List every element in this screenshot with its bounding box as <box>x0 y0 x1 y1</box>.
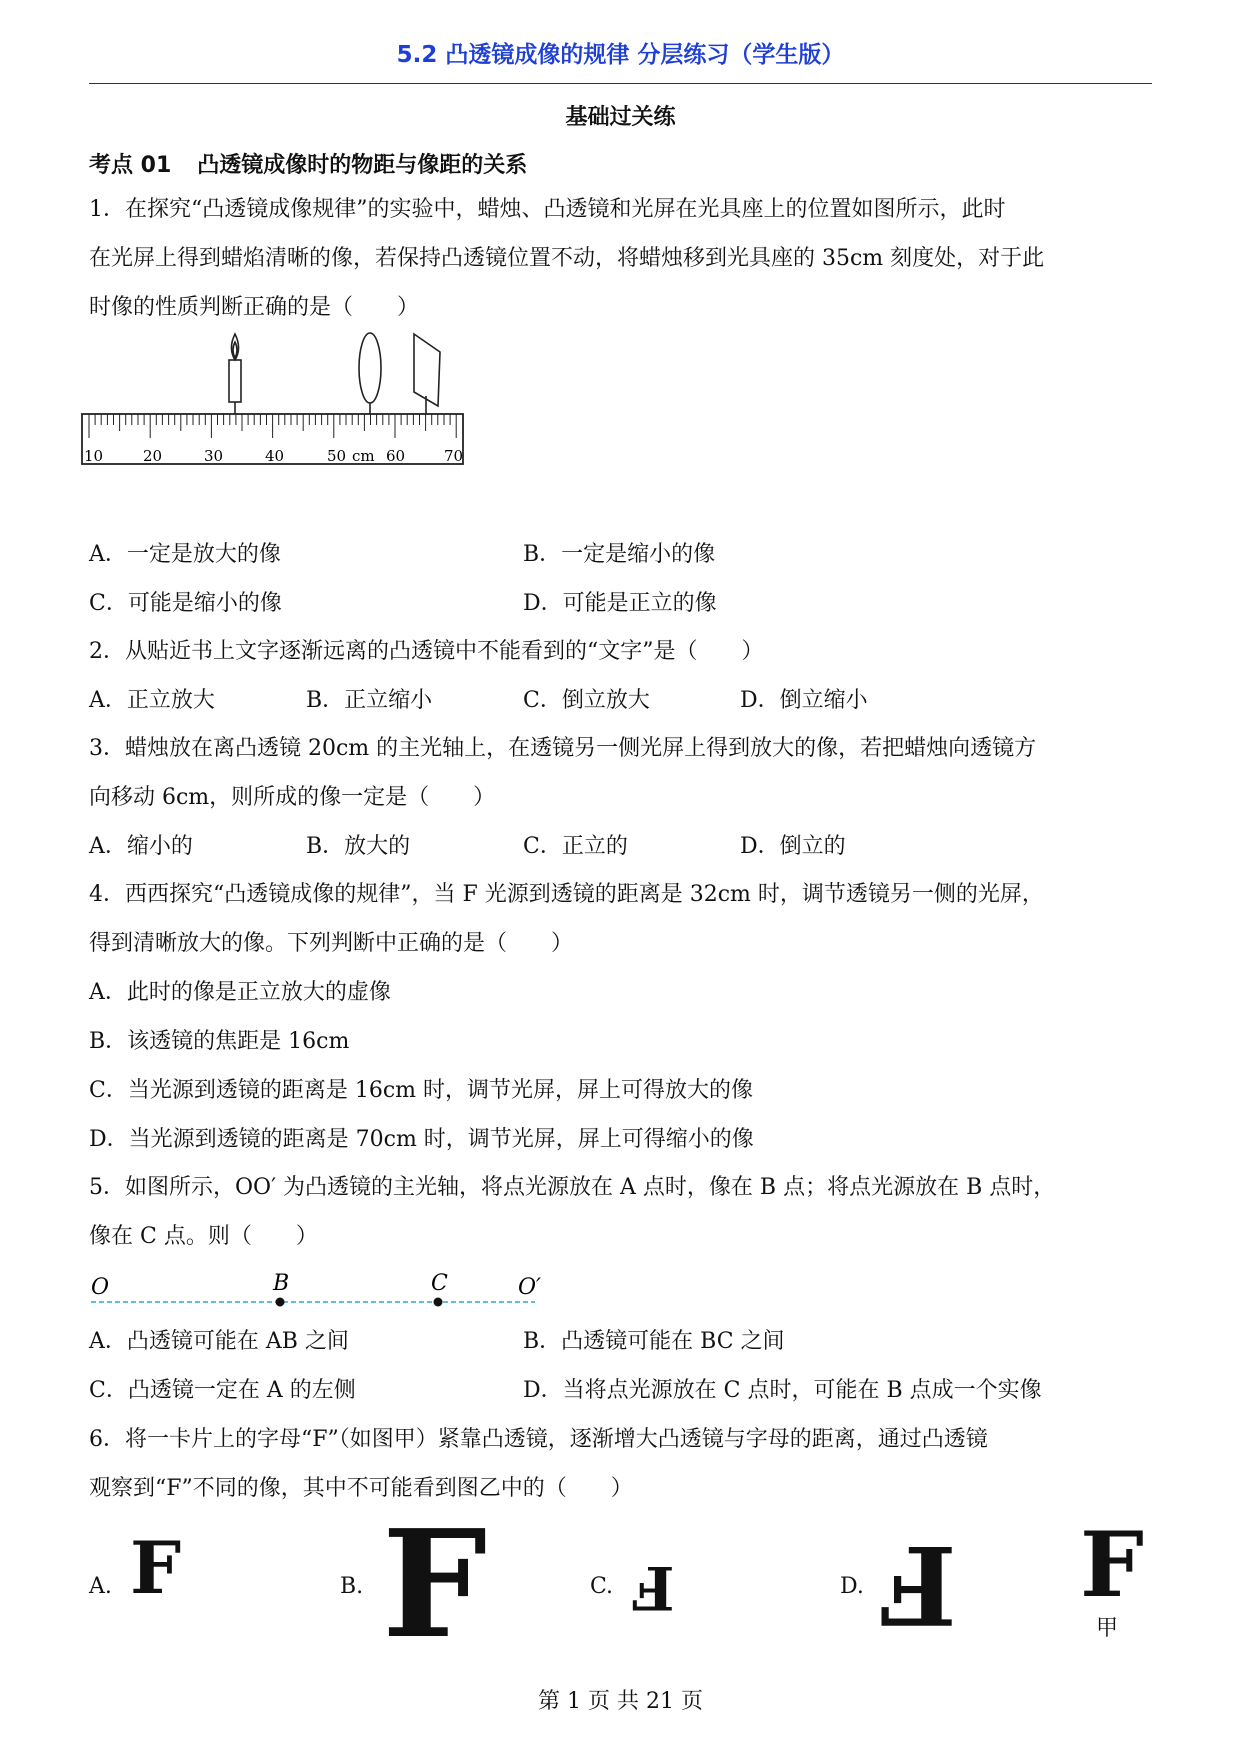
q2-option-a[interactable]: A．正立放大 <box>89 688 215 713</box>
q1-line-2: 在光屏上得到蜡焰清晰的像，若保持凸透镜位置不动，将蜡烛移到光具座的 35cm 刻度处，对于此 <box>89 246 1045 271</box>
q4-line-2: 得到清晰放大的像。下列判断中正确的是（ ） <box>89 931 574 956</box>
ruler-label-20: 20 <box>143 447 163 465</box>
q6-fig-label-d[interactable]: D. <box>840 1574 864 1599</box>
q4-option-d[interactable]: D．当光源到透镜的距离是 70cm 时，调节光屏，屏上可得缩小的像 <box>89 1127 754 1152</box>
q3-option-b[interactable]: B．放大的 <box>306 834 411 859</box>
q4-line-1: 4．西西探究“凸透镜成像的规律”，当 F 光源到透镜的距离是 32cm 时，调节透镜另一侧的光屏， <box>89 882 1044 907</box>
q1-option-b[interactable]: B．一定是缩小的像 <box>523 542 716 567</box>
q6-fig-label-b[interactable]: B. <box>340 1574 364 1599</box>
q5-option-a[interactable]: A．凸透镜可能在 AB 之间 <box>89 1329 349 1354</box>
q6-image-jia-original: F <box>1080 1512 1144 1618</box>
q3-line-1: 3．蜡烛放在离凸透镜 20cm 的主光轴上，在透镜另一侧光屏上得到放大的像，若把蜡烛向透镜方 <box>89 736 1037 761</box>
ruler-label-30: 30 <box>204 447 224 465</box>
ruler-label-40: 40 <box>265 447 285 465</box>
ruler-label-cm: cm <box>352 447 375 465</box>
q5-option-c[interactable]: C．凸透镜一定在 A 的左侧 <box>89 1378 356 1403</box>
point-b-dot <box>276 1298 285 1307</box>
q1-option-a[interactable]: A．一定是放大的像 <box>89 542 281 567</box>
q6-image-c-inverted-small[interactable]: F <box>632 1552 675 1622</box>
q5-option-d[interactable]: D．当将点光源放在 C 点时，可能在 B 点成一个实像 <box>523 1378 1042 1403</box>
q1-option-d[interactable]: D．可能是正立的像 <box>523 591 717 616</box>
label-o: O <box>91 1275 110 1300</box>
q2-option-d[interactable]: D．倒立缩小 <box>740 688 868 713</box>
q5-line-2: 像在 C 点。则（ ） <box>89 1224 318 1249</box>
q4-option-a[interactable]: A．此时的像是正立放大的虚像 <box>89 980 391 1005</box>
q6-fig-label-a[interactable]: A. <box>89 1574 112 1599</box>
q4-option-b[interactable]: B．该透镜的焦距是 16cm <box>89 1029 350 1054</box>
q5-line-1: 5．如图所示，OO′ 为凸透镜的主光轴，将点光源放在 A 点时，像在 B 点；将点光源放在 B 点时， <box>89 1175 1056 1200</box>
label-c: C <box>431 1271 448 1296</box>
kaodian-label: 考点 01 <box>89 153 172 178</box>
q3-line-2: 向移动 6cm，则所成的像一定是（ ） <box>89 785 496 810</box>
q4-option-c[interactable]: C．当光源到透镜的距离是 16cm 时，调节光屏，屏上可得放大的像 <box>89 1078 753 1103</box>
q6-image-d-inverted-large[interactable]: F <box>880 1521 957 1647</box>
label-o-prime: O′ <box>518 1275 542 1300</box>
kaodian-text: 凸透镜成像时的物距与像距的关系 <box>197 153 528 178</box>
q3-option-d[interactable]: D．倒立的 <box>740 834 846 859</box>
ruler-label-60: 60 <box>386 447 406 465</box>
q6-image-a-upright-small[interactable]: F <box>130 1525 182 1610</box>
q6-line-1: 6．将一卡片上的字母“F”（如图甲）紧靠凸透镜，逐渐增大凸透镜与字母的距离，通过凸透镜 <box>89 1427 988 1452</box>
kaodian-heading <box>89 148 527 179</box>
ruler-scale <box>82 414 463 465</box>
q2-stem: 2．从贴近书上文字逐渐远离的凸透镜中不能看到的“文字”是（ ） <box>89 639 764 664</box>
q1-line-1: 1．在探究“凸透镜成像规律”的实验中，蜡烛、凸透镜和光屏在光具座上的位置如图所示，此时 <box>89 197 1006 222</box>
page-title: 5.2 凸透镜成像的规律 分层练习（学生版） <box>396 42 845 68</box>
header-divider <box>89 83 1152 84</box>
section-title: 基础过关练 <box>565 105 676 130</box>
q6-line-2: 观察到“F”不同的像，其中不可能看到图乙中的（ ） <box>89 1476 633 1501</box>
q5-option-b[interactable]: B．凸透镜可能在 BC 之间 <box>523 1329 785 1354</box>
q6-fig-label-c[interactable]: C. <box>590 1574 614 1599</box>
q1-line-3: 时像的性质判断正确的是（ ） <box>89 295 420 320</box>
q3-option-c[interactable]: C．正立的 <box>523 834 628 859</box>
page-number-footer: 第 1 页 共 21 页 <box>538 1689 703 1714</box>
ruler-label-70: 70 <box>444 447 464 465</box>
ruler-label-10: 10 <box>84 447 104 465</box>
label-b: B <box>273 1271 290 1296</box>
q2-option-b[interactable]: B．正立缩小 <box>306 688 433 713</box>
q2-option-c[interactable]: C．倒立放大 <box>523 688 650 713</box>
q1-option-c[interactable]: C．可能是缩小的像 <box>89 591 282 616</box>
q3-option-a[interactable]: A．缩小的 <box>89 834 193 859</box>
optical-bench-figure <box>80 330 520 520</box>
point-c-dot <box>434 1298 443 1307</box>
ruler-label-50: 50 <box>327 447 347 465</box>
q6-image-b-upright-large[interactable]: F <box>382 1497 488 1671</box>
q6-jia-caption: 甲 <box>1096 1616 1119 1641</box>
principal-axis-figure <box>85 1262 545 1318</box>
